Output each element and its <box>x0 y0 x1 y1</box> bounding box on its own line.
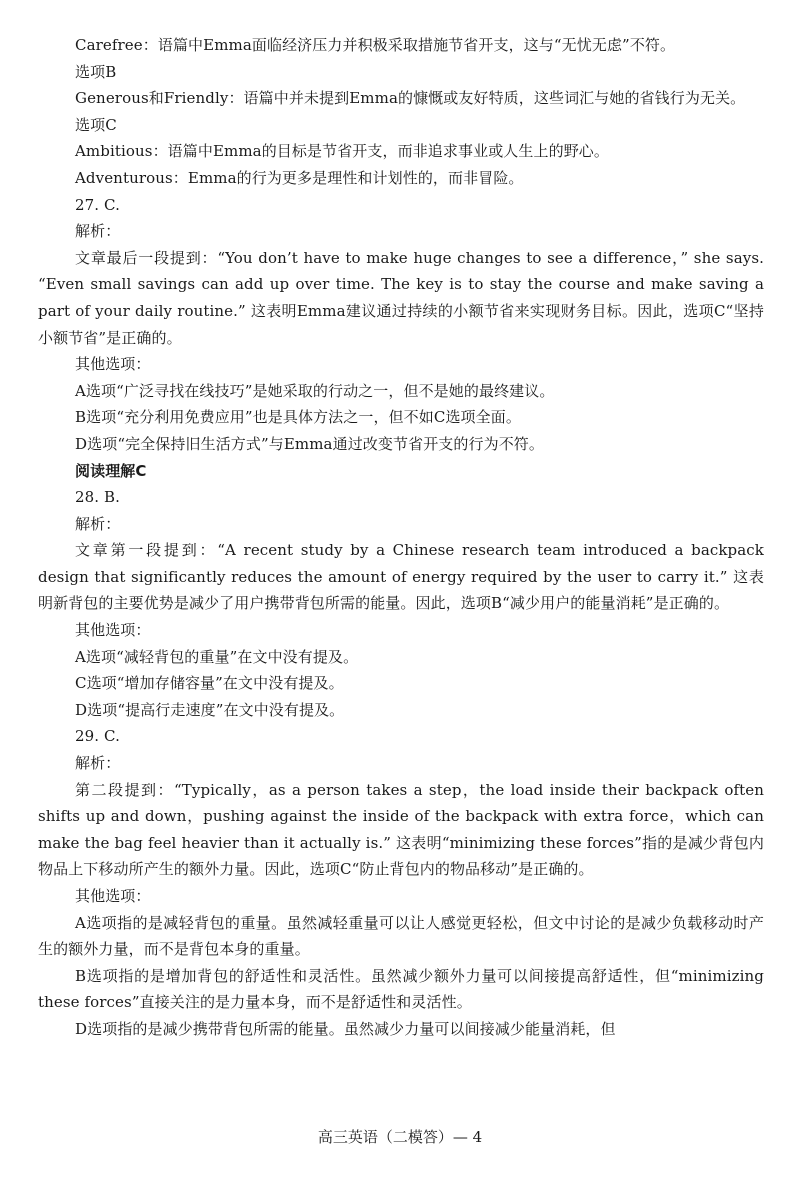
paragraph: 选项B <box>75 62 117 81</box>
paragraph: B选项指的是增加背包的舒适性和灵活性。虽然减少额外力量可以间接提高舒适性，但“minimizing these forces”直接关注的是力量本身，而不是舒适性和灵活性。 <box>38 966 764 1012</box>
paragraph: D选项指的是减少携带背包所需的能量。虽然减少力量可以间接减少能量消耗，但 <box>75 1019 616 1038</box>
paragraph: D选项“完全保持旧生活方式”与Emma通过改变节省开支的行为不符。 <box>75 434 545 453</box>
paragraph: D选项“提高行走速度”在文中没有提及。 <box>75 700 345 719</box>
paragraph: 29. C. <box>75 727 120 746</box>
paragraph: Carefree：语篇中Emma面临经济压力并积极采取措施节省开支，这与“无忧无虑”不符。 <box>75 36 676 54</box>
paragraph: 其他选项： <box>75 355 151 374</box>
paragraph: A选项“广泛寻找在线技巧”是她采取的行动之一，但不是她的最终建议。 <box>75 381 555 400</box>
paragraph: A选项“减轻背包的重量”在文中没有提及。 <box>75 647 359 666</box>
page-footer: 高三英语（二模答）— 4 <box>317 1128 483 1146</box>
paragraph: 文章最后一段提到：“You don’t have to make huge changes to see a difference，” she says. “Even small savings can add up over time. The key is to stay the course and make saving a part of your daily routine.” 这表明Emma建议通过持续的小额节省来实现财务目标。因此，选项C“坚持小额节省”是正确的。 <box>38 248 764 347</box>
answer-key-page <box>38 32 764 1043</box>
section-heading: 阅读理解C <box>75 461 147 480</box>
paragraph: 28. B. <box>75 488 121 507</box>
paragraph: 其他选项： <box>75 621 151 640</box>
paragraph: C选项“增加存储容量”在文中没有提及。 <box>75 674 344 693</box>
paragraph: 文章第一段提到：“A recent study by a Chinese research team introduced a backpack design that significantly reduces the amount of energy required by the user to carry it.” 这表明新背包的主要优势是减少了用户携带背包所需的能量。因此，选项B“减少用户的能量消耗”是正确的。 <box>38 541 764 613</box>
paragraph: Generous和Friendly：语篇中并未提到Emma的慷慨或友好特质，这些词汇与她的省钱行为无关。 <box>75 89 746 108</box>
paragraph: 解析： <box>75 222 121 241</box>
paragraph: Adventurous：Emma的行为更多是理性和计划性的，而非冒险。 <box>75 168 524 187</box>
paragraph: 解析： <box>75 514 121 533</box>
paragraph: 选项C <box>75 115 117 134</box>
paragraph: 第二段提到：“Typically，as a person takes a step，the load inside their backpack often shifts up and down，pushing against the inside of the backpack with extra force，which can make the bag feel heavier than it actually is.” 这表明“minimizing these forces”指的是减少背包内物品上下移动所产生的额外力量。因此，选项C“防止背包内的物品移动”是正确的。 <box>38 780 764 879</box>
paragraph: A选项指的是减轻背包的重量。虽然减轻重量可以让人感觉更轻松，但文中讨论的是减少负载移动时产生的额外力量，而不是背包本身的重量。 <box>38 913 764 959</box>
paragraph: 解析： <box>75 754 121 773</box>
paragraph: 其他选项： <box>75 887 151 905</box>
paragraph: B选项“充分利用免费应用”也是具体方法之一，但不如C选项全面。 <box>75 408 521 427</box>
paragraph: Ambitious：语篇中Emma的目标是节省开支，而非追求事业或人生上的野心。 <box>75 142 610 161</box>
paragraph: 27. C. <box>75 195 120 214</box>
